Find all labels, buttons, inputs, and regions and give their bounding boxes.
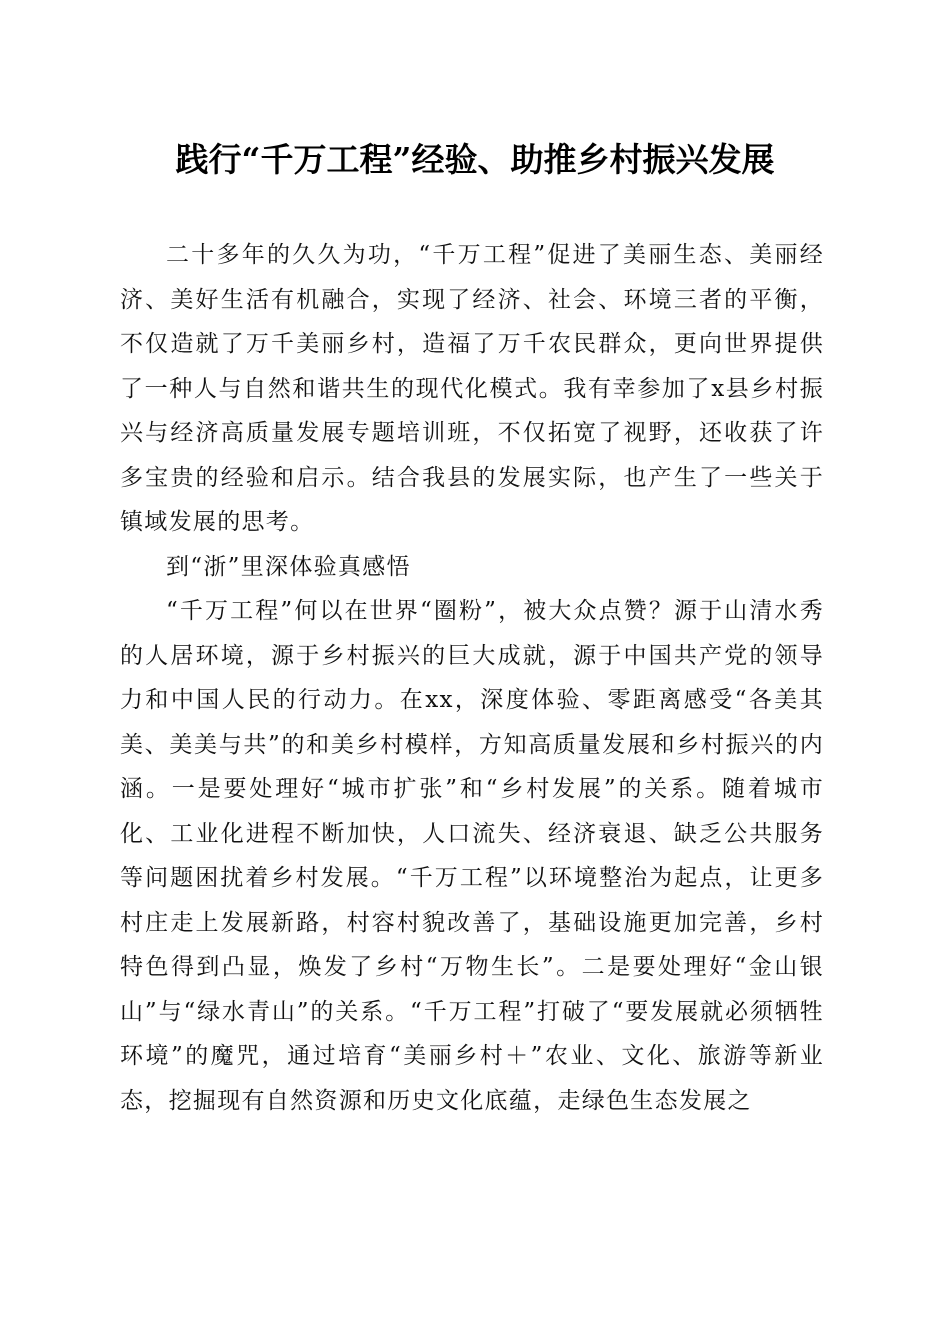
section-paragraph: “千万工程”何以在世界“圈粉”，被大众点赞？源于山清水秀的人居环境，源于乡村振兴的巨大成就，源于中国共产党的领导力和中国人民的行动力。在xx，深度体验、零距离感受“各美其美、美美与共”的和美乡村模样，方知高质量发展和乡村振兴的内涵。一是要处理好“城市扩张”和“乡村发展”的关系。随着城市化、工业化进程不断加快，人口流失、经济衰退、缺乏公共服务等问题困扰着乡村发展。“千万工程”以环境整治为起点，让更多村庄走上发展新路，村容村貌改善了，基础设施更加完善，乡村特色得到凸显，焕发了乡村“万物生长”。二是要处理好“金山银山”与“绿水青山”的关系。“千万工程”打破了“要发展就必须牺牲环境”的魔咒，通过培育“美丽乡村＋”农业、文化、旅游等新业态，挖掘现有自然资源和历史文化底蕴，走绿色生态发展之 xyxy=(120,598,824,1114)
document-title: 践行“千万工程”经验、助推乡村振兴发展 xyxy=(175,140,775,179)
intro-paragraph: 二十多年的久久为功，“千万工程”促进了美丽生态、美丽经济、美好生活有机融合，实现了经济、社会、环境三者的平衡，不仅造就了万千美丽乡村，造福了万千农民群众，更向世界提供了一种人与自然和谐共生的现代化模式。我有幸参加了x县乡村振兴与经济高质量发展专题培训班，不仅拓宽了视野，还收获了许多宝贵的经验和启示。结合我县的发展实际，也产生了一些关于镇域发展的思考。 xyxy=(120,242,824,535)
section-heading: 到“浙”里深体验真感悟 xyxy=(166,553,411,580)
document-body xyxy=(120,233,824,1123)
